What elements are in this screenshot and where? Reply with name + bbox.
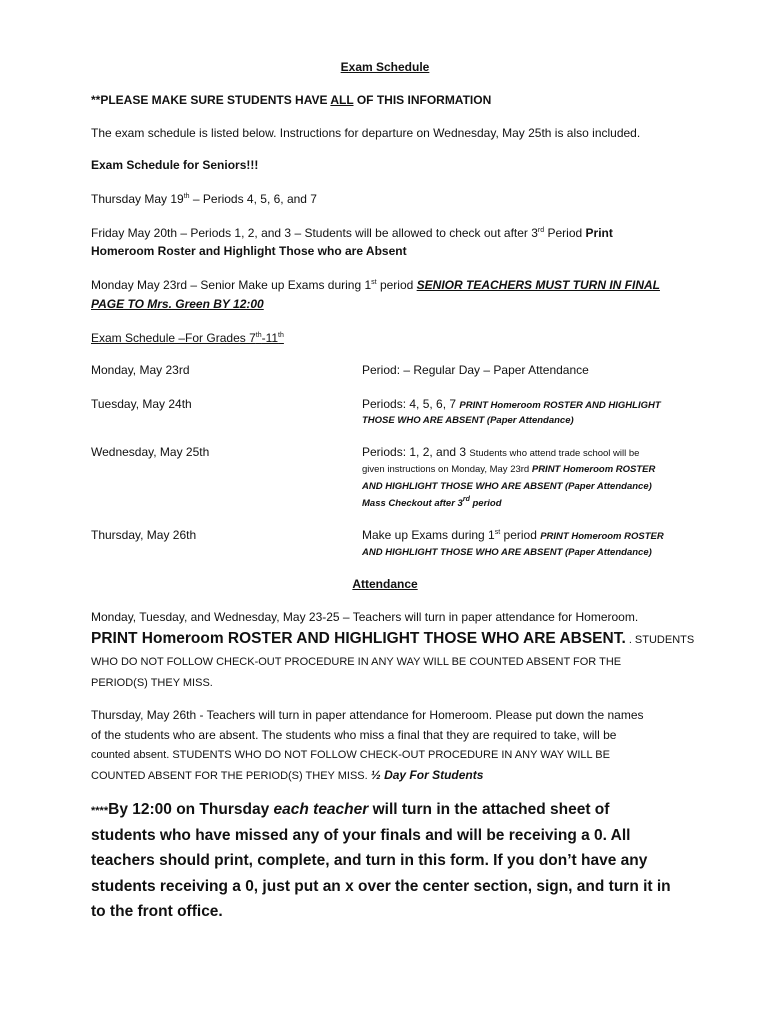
notice-suffix: OF THIS INFORMATION: [353, 93, 492, 107]
grades-heading-text: Exam Schedule –For Grades 7: [91, 331, 256, 345]
final-line2: students who have missed any of your finals and will be receiving a 0. All: [91, 827, 631, 844]
final-line1: [91, 800, 609, 821]
attendance-p1-line4: PERIOD(S) THEY MISS.: [91, 677, 213, 689]
attendance-p2-line2: of the students who are absent. The students who miss a final that they are required to take, will be: [91, 728, 617, 742]
attendance-p2-text: COUNTED ABSENT FOR THE PERIOD(S) THEY MISS.: [91, 770, 371, 782]
page-title: Exam Schedule: [340, 60, 430, 74]
grades-row-instruction-cont: THOSE WHO ARE ABSENT (Paper Attendance): [362, 415, 574, 426]
grades-heading: [91, 330, 284, 346]
grades-row-instruction: PRINT Homeroom ROSTER: [540, 531, 664, 542]
grades-row-note: Students who attend trade school will be: [469, 448, 640, 459]
seniors-mon-period: period: [376, 278, 417, 292]
half-day-note: ½ Day For Students: [370, 768, 484, 782]
notice-line: [91, 92, 491, 108]
grades-row-checkout-period: period: [469, 498, 502, 509]
grades-row-periods: Period: – Regular Day – Paper Attendance: [362, 363, 589, 377]
grades-row-periods: [362, 527, 664, 545]
seniors-monday-line1: [91, 277, 660, 293]
grades-row-instruction-cont: AND HIGHLIGHT THOSE WHO ARE ABSENT (Paper Attendance): [362, 547, 652, 558]
grades-row-instruction-cont: AND HIGHLIGHT THOSE WHO ARE ABSENT (Paper Attendance): [362, 481, 652, 492]
seniors-thu-periods: – Periods 4, 5, 6, and 7: [189, 192, 317, 206]
grades-row-day: Monday, May 23rd: [91, 363, 190, 377]
seniors-fri-sup: rd: [537, 227, 545, 234]
attendance-p2-line3: counted absent. STUDENTS WHO DO NOT FOLLOW CHECK-OUT PROCEDURE IN ANY WAY WILL BE: [91, 749, 610, 761]
grades-row-periods-sup: st: [494, 529, 501, 536]
attendance-p1-line1: Monday, Tuesday, and Wednesday, May 23-25 – Teachers will turn in paper attendance for Homeroom.: [91, 610, 639, 624]
seniors-thu-text: Thursday May 19: [91, 192, 184, 206]
final-l1-start: By 12:00 on Thursday: [108, 801, 274, 818]
seniors-heading: Exam Schedule for Seniors!!!: [91, 158, 259, 172]
seniors-thursday: [91, 191, 317, 207]
grades-row-periods-text: Periods: 4, 5, 6, 7: [362, 397, 460, 411]
grades-heading-sup1: th: [255, 332, 262, 339]
grades-row-day: Tuesday, May 24th: [91, 397, 192, 411]
seniors-monday-line2: PAGE TO Mrs. Green BY 12:00: [91, 297, 264, 311]
final-line3: teachers should print, complete, and turn in this form. If you don’t have any: [91, 852, 648, 869]
final-l1-end: will turn in the attached sheet of: [368, 801, 610, 818]
seniors-fri-text: Friday May 20th – Periods 1, 2, and 3 – Students will be allowed to check out after 3: [91, 226, 538, 240]
final-each-teacher: each teacher: [273, 801, 369, 818]
grades-row-day: Wednesday, May 25th: [91, 445, 210, 459]
seniors-friday-line2: Homeroom Roster and Highlight Those who are Absent: [91, 244, 407, 258]
grades-row-periods: [362, 444, 639, 462]
grades-heading-range: -11: [261, 331, 279, 345]
grades-row-periods-text: Make up Exams during 1: [362, 528, 495, 542]
notice-prefix: **PLEASE MAKE SURE STUDENTS HAVE: [91, 93, 331, 107]
attendance-p2-line4: [91, 767, 483, 784]
attendance-students-text: . STUDENTS: [625, 634, 695, 646]
final-line5: to the front office.: [91, 903, 223, 920]
seniors-friday-line1: [91, 225, 613, 241]
final-stars: ****: [91, 805, 109, 817]
seniors-mon-sup: st: [371, 279, 377, 286]
grades-row-checkout: [362, 496, 502, 512]
attendance-p1-line2: [91, 629, 694, 649]
grades-row-day: Thursday, May 26th: [91, 528, 197, 542]
intro-text: The exam schedule is listed below. Instructions for departure on Wednesday, May 25th is also included.: [91, 126, 641, 140]
grades-row-periods-suffix: period: [500, 528, 541, 542]
grades-row-instruction: PRINT Homeroom ROSTER AND HIGHLIGHT: [459, 400, 661, 411]
attendance-print-instruction: PRINT Homeroom ROSTER AND HIGHLIGHT THOSE WHO ARE ABSENT.: [91, 630, 626, 647]
attendance-heading: Attendance: [352, 577, 418, 591]
seniors-fri-period: Period: [544, 226, 586, 240]
grades-heading-sup2: th: [278, 332, 284, 339]
grades-row-periods: [362, 396, 661, 414]
seniors-mon-instruction: SENIOR TEACHERS MUST TURN IN FINAL: [416, 278, 660, 292]
grades-row-instruction: PRINT Homeroom ROSTER: [531, 464, 656, 475]
attendance-p2-line1: Thursday, May 26th - Teachers will turn in paper attendance for Homeroom. Please put down the names: [91, 708, 644, 722]
attendance-p1-line3: WHO DO NOT FOLLOW CHECK-OUT PROCEDURE IN ANY WAY WILL BE COUNTED ABSENT FOR THE: [91, 656, 622, 668]
grades-row-checkout-text: Mass Checkout after 3: [362, 498, 463, 509]
seniors-fri-print: Print: [585, 226, 613, 240]
grades-row-note-text: given instructions on Monday, May 23rd: [362, 464, 532, 475]
seniors-mon-text: Monday May 23rd – Senior Make up Exams during 1: [91, 278, 372, 292]
final-line4: students receiving a 0, just put an x over the center section, sign, and turn it in: [91, 878, 671, 895]
grades-row-periods-text: Periods: 1, 2, and 3: [362, 445, 470, 459]
notice-emphasis: ALL: [330, 93, 354, 107]
seniors-thu-sup: th: [183, 193, 190, 200]
grades-row-checkout-sup: rd: [462, 496, 470, 503]
grades-row-note-cont: [362, 462, 655, 478]
